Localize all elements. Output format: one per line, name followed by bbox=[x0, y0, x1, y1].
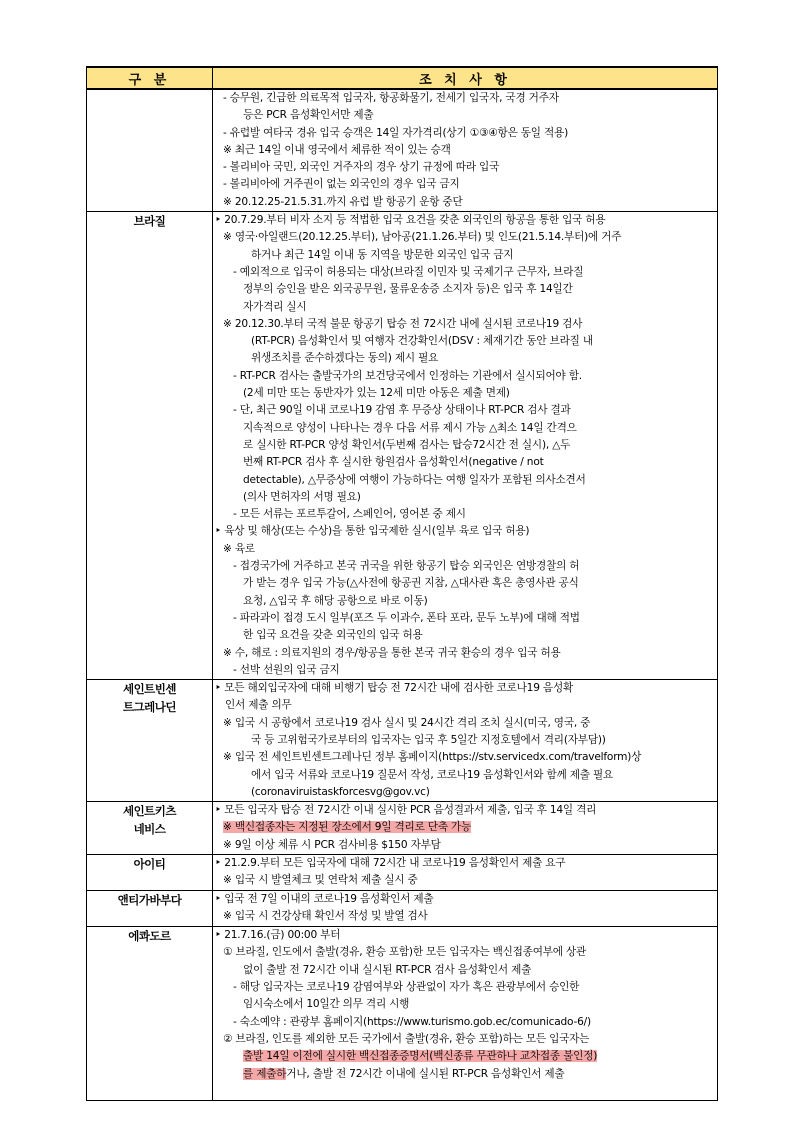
list-item: ※ 입국 시 발열체크 및 연락처 제출 실시 중 bbox=[223, 874, 418, 887]
list-item: - 유럽발 여타국 경유 입국 승객은 14일 자가격리(상기 ①③④항은 동일 적용) bbox=[223, 126, 569, 139]
header-measures: 조 치 사 항 bbox=[213, 67, 718, 89]
list-item: 에서 입국 서류와 코로나19 질문서 작성, 코로나19 음성확인서와 함께 제출 필요 bbox=[251, 768, 614, 781]
list-item: (RT-PCR) 음성확인서 및 여행자 건강확인서(DSV : 체재기간 동안 브라질 내 bbox=[251, 335, 593, 348]
list-item: ※ 영국·아일랜드(20.12.25.부터), 남아공(21.1.26.부터) 및 인도(21.5.14.부터)에 거주 bbox=[223, 231, 622, 244]
list-item: - 선박 선원의 입국 금지 bbox=[233, 663, 340, 676]
list-item: 가 받는 경우 입국 가능(△사전에 항공권 지참, △대사관 혹은 총영사관 공식 bbox=[243, 577, 579, 590]
list-item: ※ 입국 시 공항에서 코로나19 검사 실시 및 24시간 격리 조치 실시(미국, 영국, 중 bbox=[223, 716, 591, 729]
country-name-haiti: 아이티 bbox=[87, 855, 213, 891]
list-item: 하거나 최근 14일 이내 동 지역을 방문한 외국인 입국 금지 bbox=[251, 248, 514, 261]
measures-cell bbox=[213, 891, 718, 927]
list-item: 거나, 출발 전 72시간 이내에 실시된 RT-PCR 음성확인서 제출 bbox=[286, 1067, 565, 1080]
measures-cell bbox=[213, 212, 718, 680]
list-item: ‣ 20.7.29.부터 비자 소지 등 적법한 입국 요건을 갖춘 외국인의 항공을 통한 입국 허용 bbox=[215, 214, 606, 227]
list-item: 없이 출발 전 72시간 이내 실시된 RT-PCR 검사 음성확인서 제출 bbox=[243, 963, 532, 976]
list-item: - 승무원, 긴급한 의료목적 입국자, 항공화물기, 전세기 입국자, 국경 거주자 bbox=[223, 92, 559, 104]
list-item: 국 등 고위험국가로부터의 입국자는 입국 후 5일간 지정호텔에서 격리(자부담)) bbox=[251, 733, 606, 746]
list-item: ※ 육로 bbox=[223, 542, 255, 555]
country-name-brazil: 브라질 bbox=[87, 212, 213, 680]
list-item: 위생조치를 준수하겠다는 동의) 제시 필요 bbox=[251, 352, 439, 365]
list-item: (coronaviruistaskforcesvg@gov.vc) bbox=[251, 785, 430, 798]
list-item: - 파라과이 접경 도시 일부(포즈 두 이과수, 폰타 포라, 문두 노부)에 대해 적법 bbox=[233, 611, 580, 624]
list-item: detectable), △무증상에 여행이 가능하다는 여행 일자가 포함된 의사소견서 bbox=[243, 473, 586, 486]
country-name-antigua: 앤티가바부다 bbox=[87, 891, 213, 927]
list-item: (의사 면허자의 서명 필요) bbox=[243, 490, 361, 503]
measures-table bbox=[86, 66, 718, 1101]
country-name-line: 네비스 bbox=[133, 822, 166, 837]
list-item: ※ 입국 시 건강상태 확인서 작성 및 발열 검사 bbox=[223, 910, 428, 923]
table-row bbox=[87, 212, 718, 680]
list-item: ① 브라질, 인도에서 출발(경유, 환승 포함)한 모든 입국자는 백신접종여부에 상관 bbox=[223, 946, 587, 959]
list-item: ‣ 모든 입국자 탑승 전 72시간 이내 실시한 PCR 음성결과서 제출, 입국 후 14일 격리 bbox=[215, 804, 597, 817]
list-item: 정부의 승인을 받은 외국공무원, 물류운송증 소지자 등)은 입국 후 14일간 bbox=[243, 283, 573, 296]
country-cell bbox=[87, 89, 213, 212]
list-item: 지속적으로 양성이 나타나는 경우 다음 서류 제시 가능 △최소 14일 간격으 bbox=[243, 421, 577, 434]
table-row bbox=[87, 680, 718, 802]
measures-cell bbox=[213, 89, 718, 212]
list-item: - 볼리비아 국민, 외국인 거주자의 경우 상기 규정에 따라 입국 bbox=[223, 161, 500, 174]
list-item: ‣ 입국 전 7일 이내의 코로나19 음성확인서 제출 bbox=[215, 893, 434, 906]
list-item: ‣ 21.7.16.(금) 00:00 부터 bbox=[215, 929, 341, 942]
list-item: 한 입국 요건을 갖춘 외국인의 입국 허용 bbox=[243, 629, 423, 642]
measures-cell bbox=[213, 680, 718, 802]
list-item: 로 실시한 RT-PCR 양성 확인서(두번째 검사는 탑승72시간 전 실시), △두 bbox=[243, 438, 571, 451]
list-item: ※ 9일 이상 체류 시 PCR 검사비용 $150 자부담 bbox=[223, 838, 441, 851]
measures-cell bbox=[213, 855, 718, 891]
list-item: ※ 20.12.30.부터 국적 불문 항공기 탑승 전 72시간 내에 실시된 코로나19 검사 bbox=[223, 317, 583, 330]
country-name-line: 세인트키츠 bbox=[122, 804, 177, 819]
table-header-row bbox=[87, 67, 718, 89]
list-item: ※ 입국 전 세인트빈센트그레나딘 정부 홈페이지(https://stv.servicedx.com/travelform)상 bbox=[223, 751, 642, 764]
list-item: 임시숙소에서 10일간 의무 격리 시행 bbox=[243, 998, 410, 1011]
country-name-st-vincent bbox=[87, 680, 213, 802]
list-item: - 숙소예약 : 관광부 홈페이지(https://www.turismo.gob.ec/comunicado-6/) bbox=[233, 1015, 591, 1028]
list-item: ‣ 21.2.9.부터 모든 입국자에 대해 72시간 내 코로나19 음성확인서 제출 요구 bbox=[215, 857, 566, 870]
country-name-line: 세인트빈센 bbox=[122, 682, 177, 697]
list-item: 인서 제출 의무 bbox=[225, 699, 292, 712]
list-item: ※ 수, 해로 : 의료지원의 경우/항공을 통한 본국 귀국 환승의 경우 입국 허용 bbox=[223, 646, 561, 659]
highlighted-text: ※ 백신접종자는 지정된 장소에서 9일 격리로 단축 가능 bbox=[223, 821, 472, 834]
measures-cell bbox=[213, 802, 718, 855]
highlighted-text: 출발 14일 이전에 실시한 백신접종증명서(백신종류 무관하나 교차접종 불인정) bbox=[243, 1050, 598, 1063]
list-item: ‣ 육상 및 해상(또는 수상)을 통한 입국제한 실시(일부 육로 입국 허용) bbox=[215, 525, 530, 538]
list-item: ‣ 모든 해외입국자에 대해 비행기 탑승 전 72시간 내에 검사한 코로나19 음성확 bbox=[215, 682, 574, 695]
list-item: - 예외적으로 입국이 허용되는 대상(브라질 이민자 및 국제기구 근무자, 브라질 bbox=[233, 265, 584, 278]
list-item: 요청, △입국 후 해당 공항으로 바로 이동) bbox=[243, 594, 428, 607]
table-row bbox=[87, 802, 718, 855]
country-name-st-kitts bbox=[87, 802, 213, 855]
list-item: ※ 최근 14일 이내 영국에서 체류한 적이 있는 승객 bbox=[223, 143, 451, 156]
list-item: 등은 PCR 음성확인서만 제출 bbox=[243, 109, 374, 122]
list-item: - RT-PCR 검사는 출발국가의 보건당국에서 인정하는 기관에서 실시되어야 함. bbox=[233, 369, 582, 382]
header-category: 구 분 bbox=[87, 67, 213, 89]
table-row bbox=[87, 89, 718, 212]
list-item: 자가격리 실시 bbox=[243, 300, 307, 313]
highlighted-text: 를 제출하 bbox=[243, 1067, 287, 1080]
table-row bbox=[87, 891, 718, 927]
country-name-ecuador: 에콰도르 bbox=[87, 927, 213, 1101]
list-item: (2세 미만 또는 동반자가 있는 12세 미만 아동은 제출 면제) bbox=[243, 387, 510, 400]
list-item: 번째 RT-PCR 검사 후 실시한 항원검사 음성확인서(negative / not bbox=[243, 456, 544, 469]
measures-cell bbox=[213, 927, 718, 1101]
list-item: - 볼리비아에 거주권이 없는 외국인의 경우 입국 금지 bbox=[223, 178, 460, 191]
list-item: - 해당 입국자는 코로나19 감염여부와 상관없이 자가 혹은 관광부에서 승인한 bbox=[233, 981, 580, 994]
list-item: - 접경국가에 거주하고 본국 귀국을 위한 항공기 탑승 외국인은 연방경찰의 허 bbox=[233, 560, 580, 573]
country-name-line: 트그레나딘 bbox=[122, 700, 177, 715]
list-item: ※ 20.12.25-21.5.31.까지 유럽 발 항공기 운항 중단 bbox=[223, 195, 463, 208]
table-row bbox=[87, 927, 718, 1101]
list-item: - 모든 서류는 포르투갈어, 스페인어, 영어본 중 제시 bbox=[233, 508, 466, 521]
table-row bbox=[87, 855, 718, 891]
list-item: - 단, 최근 90일 이내 코로나19 감염 후 무증상 상태이나 RT-PCR 검사 결과 bbox=[233, 404, 571, 417]
list-item: ② 브라질, 인도를 제외한 모든 국가에서 출발(경유, 환승 포함)하는 모든 입국자는 bbox=[223, 1032, 590, 1045]
